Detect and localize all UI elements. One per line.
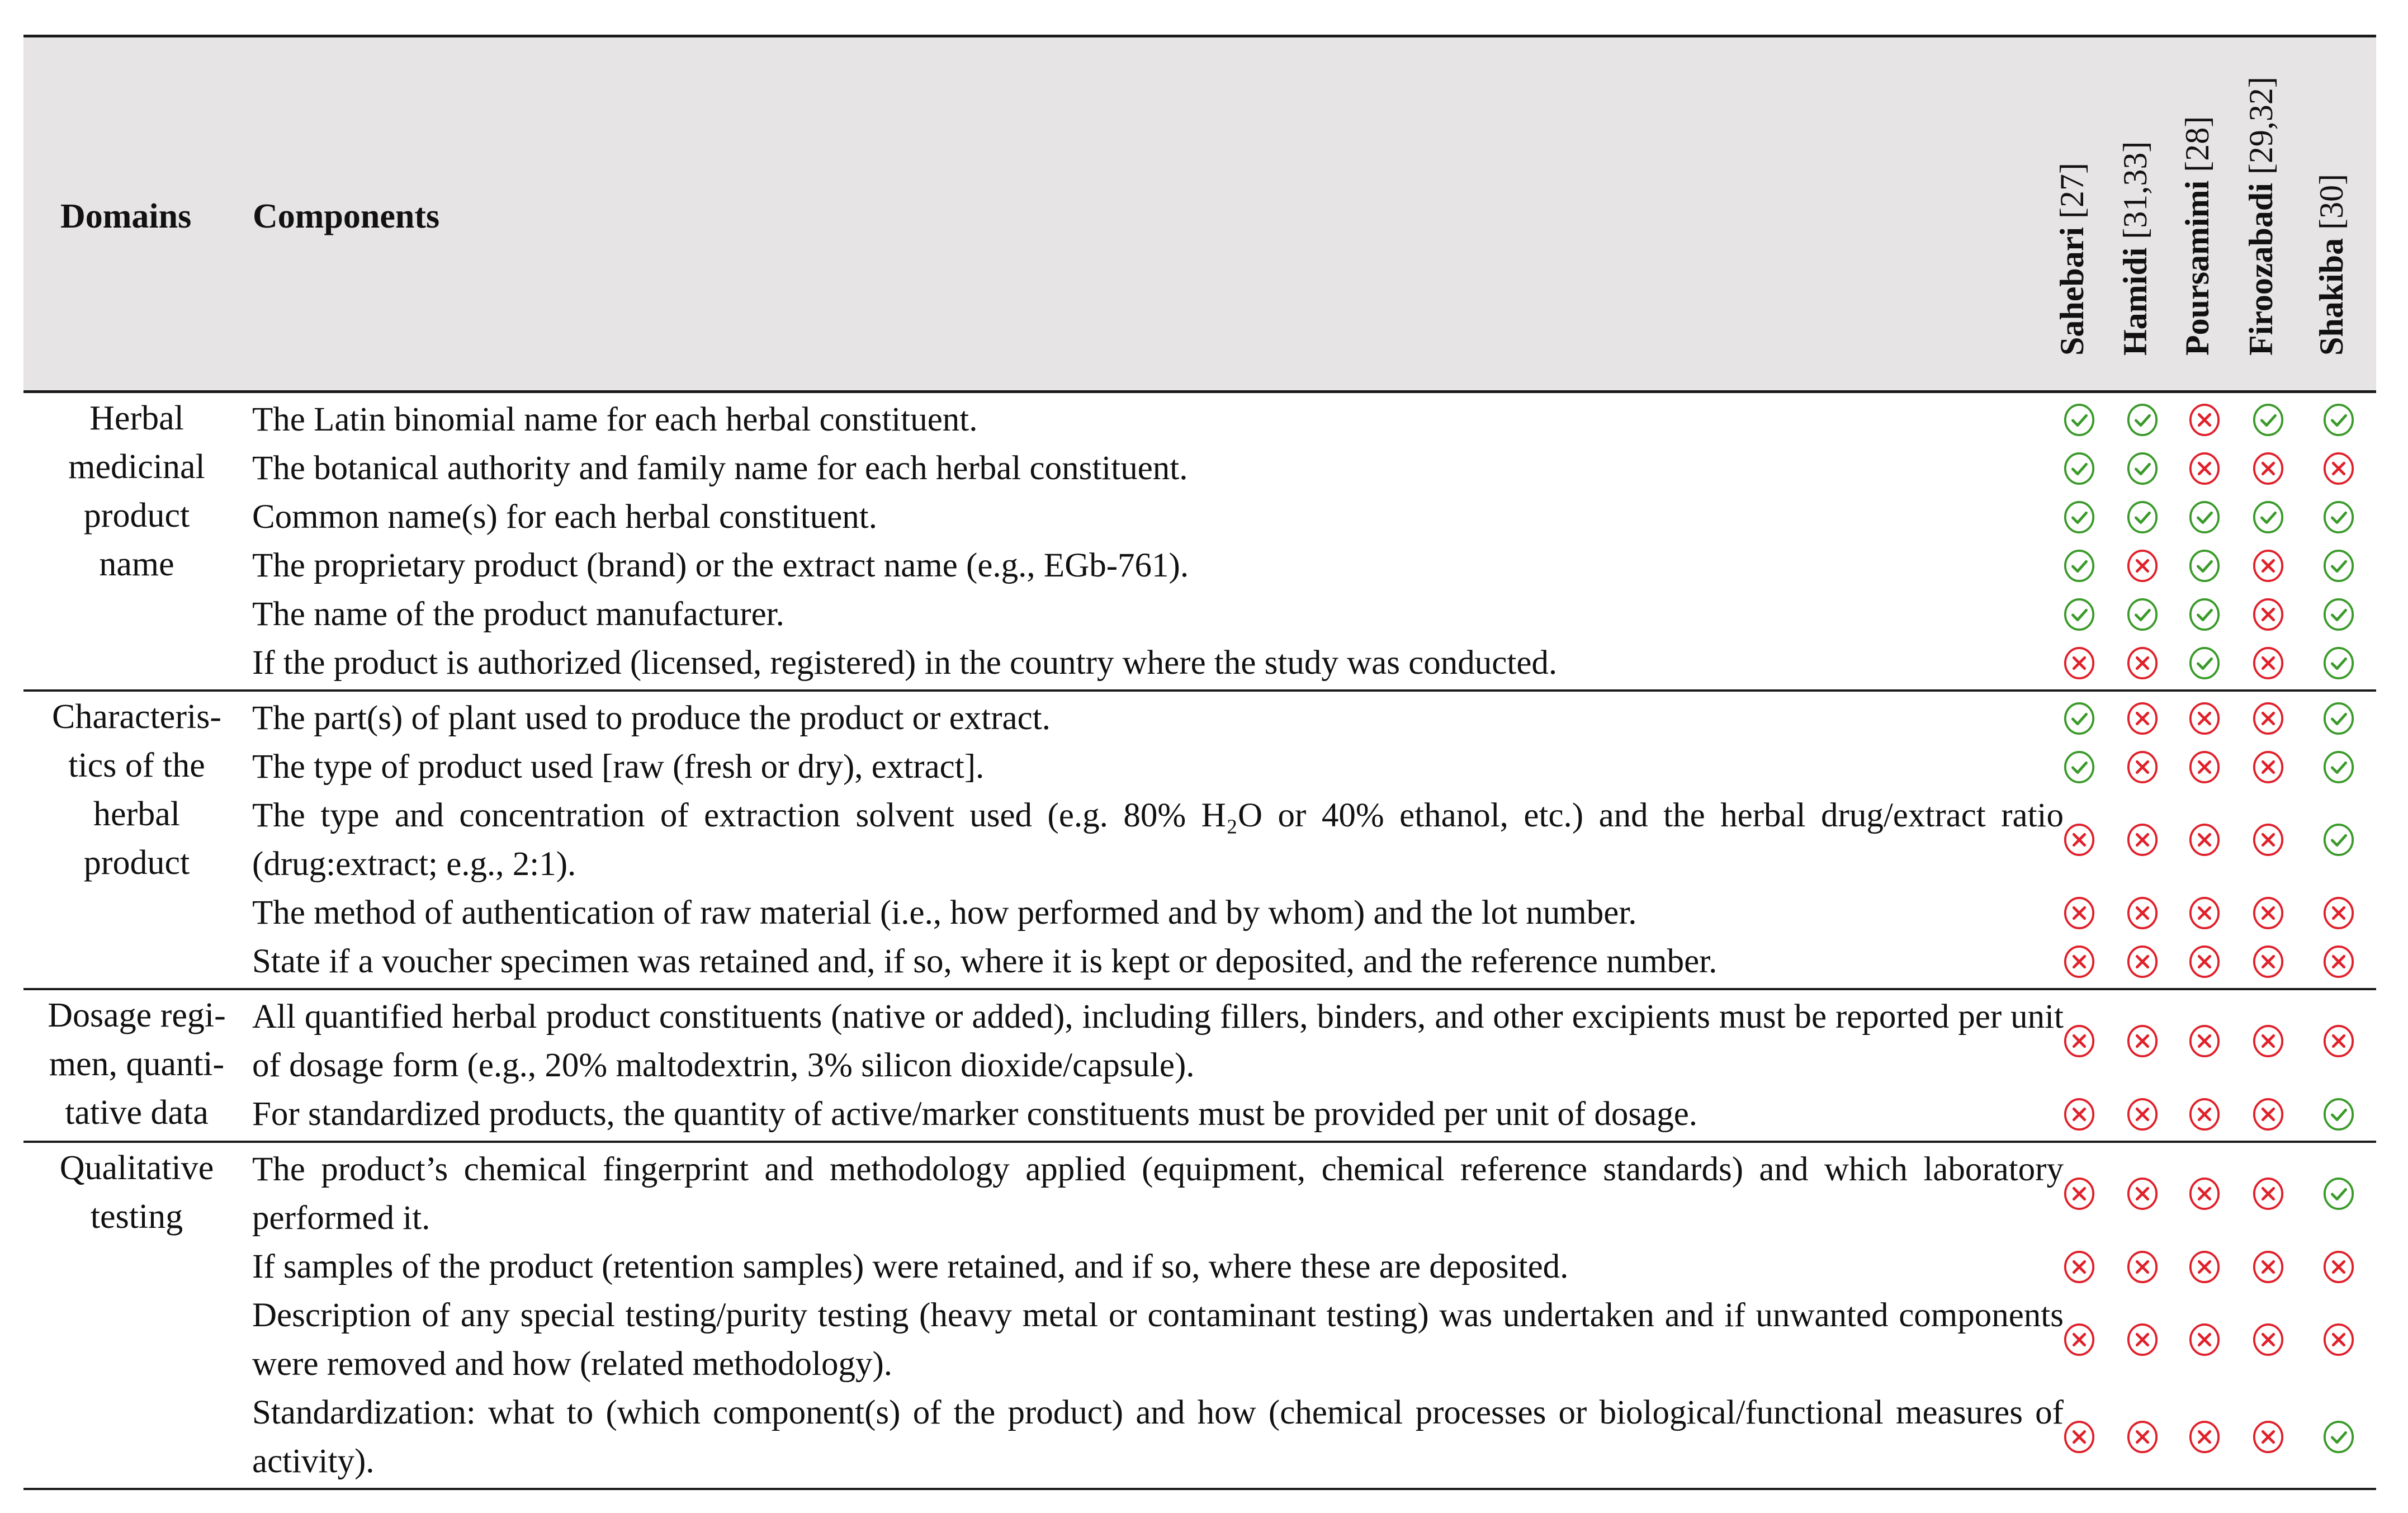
row-marks [23, 791, 2376, 888]
domain-line: Qualitative [59, 1149, 214, 1187]
cross-circle-icon [2063, 1176, 2095, 1211]
row-marks [23, 1242, 2376, 1291]
domain-line: product [83, 497, 190, 535]
study-ref: [31,33] [2117, 141, 2154, 248]
table-row [23, 444, 2376, 493]
check-circle-icon [2322, 822, 2355, 857]
cross-circle-icon [2126, 1176, 2159, 1211]
study-header-shakiba [2313, 54, 2361, 356]
component-text: The type and concentration of extraction solvent used (e.g. 80% H₂O or 40% ethanol, etc.) and the herbal drug/extract ratio (drug:extract; e.g., 2:1). [252, 797, 2064, 883]
row-marks [23, 395, 2376, 444]
component-text: If samples of the product (retention samples) were retained, and if so, where these are deposited. [252, 1248, 1569, 1285]
row-marks [23, 888, 2376, 937]
cross-circle-icon [2252, 646, 2284, 680]
cross-circle-icon [2252, 750, 2284, 784]
check-circle-icon [2322, 701, 2355, 736]
check-circle-icon [2188, 646, 2221, 680]
check-circle-icon [2126, 403, 2159, 437]
table-row [23, 937, 2376, 986]
table-row [23, 1291, 2376, 1388]
table-row [23, 493, 2376, 541]
cross-circle-icon [2252, 1420, 2284, 1454]
cross-circle-icon [2063, 1097, 2095, 1132]
study-name: Hamidi [2117, 247, 2154, 356]
component-text: If the product is authorized (licensed, registered) in the country where the study was conducted. [252, 644, 1558, 682]
row-marks [23, 639, 2376, 687]
component-text: State if a voucher specimen was retained and, if so, where it is kept or deposited, and the reference number. [252, 943, 1718, 980]
cross-circle-icon [2063, 1322, 2095, 1357]
component-text: The method of authentication of raw material (i.e., how performed and by whom) and the lot number. [252, 894, 1637, 932]
table-row [23, 694, 2376, 743]
component-text: Common name(s) for each herbal constituent. [252, 498, 877, 536]
table-row [23, 1242, 2376, 1291]
section-4 [23, 1143, 2376, 1490]
check-circle-icon [2126, 451, 2159, 486]
table-row [23, 1090, 2376, 1138]
row-marks [23, 444, 2376, 493]
cross-circle-icon [2126, 1322, 2159, 1357]
domain-line: testing [90, 1198, 183, 1236]
section-3 [23, 990, 2376, 1143]
check-circle-icon [2063, 701, 2095, 736]
check-circle-icon [2322, 1097, 2355, 1132]
check-circle-icon [2322, 500, 2355, 535]
study-name: Sahebari [2054, 226, 2090, 356]
table-row [23, 395, 2376, 444]
table-row [23, 888, 2376, 937]
component-text: Standardization: what to (which component(s) of the product) and how (chemical processes or biological/functional measures of activity). [252, 1394, 2064, 1480]
check-circle-icon [2322, 1176, 2355, 1211]
cross-circle-icon [2188, 701, 2221, 736]
cross-circle-icon [2188, 403, 2221, 437]
cross-circle-icon [2252, 1250, 2284, 1284]
component-text: Description of any special testing/purity testing (heavy metal or contaminant testing) was undertaken and if unwanted components were removed and how (related methodology). [252, 1297, 2064, 1383]
component-text: The Latin binomial name for each herbal constituent. [252, 401, 978, 438]
cross-circle-icon [2188, 944, 2221, 979]
table-row [23, 791, 2376, 888]
cross-circle-icon [2252, 701, 2284, 736]
cross-circle-icon [2188, 1176, 2221, 1211]
domain-line: men, quanti- [49, 1045, 225, 1083]
check-circle-icon [2188, 500, 2221, 535]
study-header-poursamimi [2179, 54, 2227, 356]
cross-circle-icon [2188, 1322, 2221, 1357]
check-circle-icon [2322, 403, 2355, 437]
cross-circle-icon [2188, 822, 2221, 857]
study-header-hamidi [2117, 54, 2165, 356]
cross-circle-icon [2063, 944, 2095, 979]
check-circle-icon [2126, 597, 2159, 632]
component-text: The proprietary product (brand) or the extract name (e.g., EGb-761). [252, 547, 1189, 584]
check-circle-icon [2063, 549, 2095, 583]
study-ref: [30] [2313, 173, 2350, 238]
check-circle-icon [2188, 597, 2221, 632]
cross-circle-icon [2126, 1024, 2159, 1058]
table-row [23, 541, 2376, 590]
cross-circle-icon [2322, 1250, 2355, 1284]
domain-line: product [83, 844, 190, 882]
check-circle-icon [2322, 1420, 2355, 1454]
row-marks [23, 694, 2376, 743]
component-text: The name of the product manufacturer. [252, 595, 784, 633]
header-components: Components [253, 197, 440, 235]
cross-circle-icon [2322, 451, 2355, 486]
row-marks [23, 1145, 2376, 1242]
domain-line: Herbal [89, 399, 184, 437]
cross-circle-icon [2188, 1420, 2221, 1454]
component-text: All quantified herbal product constituents (native or added), including fillers, binders, and other excipients must be reported per unit of dosage form (e.g., 20% maltodextrin, 3% silicon dioxide/capsule). [252, 998, 2064, 1084]
cross-circle-icon [2188, 451, 2221, 486]
row-marks [23, 1291, 2376, 1388]
study-ref: [28] [2179, 116, 2216, 181]
check-circle-icon [2063, 451, 2095, 486]
table-row [23, 992, 2376, 1090]
cross-circle-icon [2322, 944, 2355, 979]
cross-circle-icon [2252, 451, 2284, 486]
component-text: The type of product used [raw (fresh or dry), extract]. [252, 748, 985, 786]
comparison-table [23, 35, 2376, 1490]
check-circle-icon [2252, 500, 2284, 535]
domain-line: name [99, 545, 174, 583]
table-row [23, 1145, 2376, 1242]
cross-circle-icon [2252, 944, 2284, 979]
cross-circle-icon [2188, 896, 2221, 930]
cross-circle-icon [2063, 1250, 2095, 1284]
study-header-firoozabadi [2243, 54, 2291, 356]
cross-circle-icon [2126, 1250, 2159, 1284]
cross-circle-icon [2252, 549, 2284, 583]
study-header-sahebari [2054, 54, 2102, 356]
row-marks [23, 590, 2376, 639]
row-marks [23, 743, 2376, 791]
table-row [23, 1388, 2376, 1486]
cross-circle-icon [2126, 944, 2159, 979]
cross-circle-icon [2252, 1176, 2284, 1211]
cross-circle-icon [2126, 1420, 2159, 1454]
cross-circle-icon [2188, 1097, 2221, 1132]
domain-line: medicinal [68, 448, 205, 486]
table-row [23, 590, 2376, 639]
cross-circle-icon [2063, 646, 2095, 680]
row-marks [23, 541, 2376, 590]
row-marks [23, 1388, 2376, 1486]
domain-line: Characteris- [52, 698, 221, 736]
row-marks [23, 1090, 2376, 1138]
cross-circle-icon [2126, 896, 2159, 930]
table-row [23, 743, 2376, 791]
cross-circle-icon [2322, 896, 2355, 930]
study-name: Poursamimi [2179, 180, 2216, 356]
row-marks [23, 937, 2376, 986]
table-body [23, 393, 2376, 1490]
domain-line: herbal [93, 795, 180, 833]
check-circle-icon [2322, 549, 2355, 583]
domain-line: tative data [65, 1094, 209, 1132]
cross-circle-icon [2063, 1420, 2095, 1454]
cross-circle-icon [2126, 822, 2159, 857]
check-circle-icon [2063, 750, 2095, 784]
cross-circle-icon [2063, 896, 2095, 930]
component-text: For standardized products, the quantity of active/marker constituents must be provided per unit of dosage. [252, 1095, 1698, 1133]
check-circle-icon [2322, 750, 2355, 784]
section-2 [23, 692, 2376, 990]
cross-circle-icon [2252, 1322, 2284, 1357]
domain-line: tics of the [68, 746, 205, 784]
cross-circle-icon [2126, 1097, 2159, 1132]
cross-circle-icon [2126, 549, 2159, 583]
header-domains: Domains [60, 197, 192, 235]
check-circle-icon [2188, 549, 2221, 583]
check-circle-icon [2063, 597, 2095, 632]
cross-circle-icon [2063, 822, 2095, 857]
cross-circle-icon [2322, 1322, 2355, 1357]
check-circle-icon [2126, 500, 2159, 535]
cross-circle-icon [2063, 1024, 2095, 1058]
row-marks [23, 992, 2376, 1090]
cross-circle-icon [2188, 1250, 2221, 1284]
cross-circle-icon [2188, 1024, 2221, 1058]
cross-circle-icon [2126, 750, 2159, 784]
check-circle-icon [2322, 646, 2355, 680]
cross-circle-icon [2252, 822, 2284, 857]
check-circle-icon [2322, 597, 2355, 632]
check-circle-icon [2063, 403, 2095, 437]
cross-circle-icon [2188, 750, 2221, 784]
row-marks [23, 493, 2376, 541]
cross-circle-icon [2322, 1024, 2355, 1058]
section-1 [23, 393, 2376, 692]
check-circle-icon [2252, 403, 2284, 437]
cross-circle-icon [2126, 646, 2159, 680]
study-name: Shakiba [2313, 238, 2350, 356]
cross-circle-icon [2252, 896, 2284, 930]
study-name: Firoozabadi [2243, 183, 2279, 356]
check-circle-icon [2063, 500, 2095, 535]
component-text: The botanical authority and family name for each herbal constituent. [252, 450, 1188, 487]
domain-line: Dosage regi- [48, 996, 226, 1034]
cross-circle-icon [2252, 597, 2284, 632]
table-header [23, 35, 2376, 393]
table-row [23, 639, 2376, 687]
component-text: The part(s) of plant used to produce the product or extract. [252, 699, 1051, 737]
study-ref: [27] [2054, 162, 2090, 227]
cross-circle-icon [2252, 1097, 2284, 1132]
cross-circle-icon [2126, 701, 2159, 736]
cross-circle-icon [2252, 1024, 2284, 1058]
component-text: The product’s chemical fingerprint and methodology applied (equipment, chemical reference standards) and which laboratory performed it. [252, 1151, 2064, 1237]
study-ref: [29,32] [2243, 77, 2279, 183]
